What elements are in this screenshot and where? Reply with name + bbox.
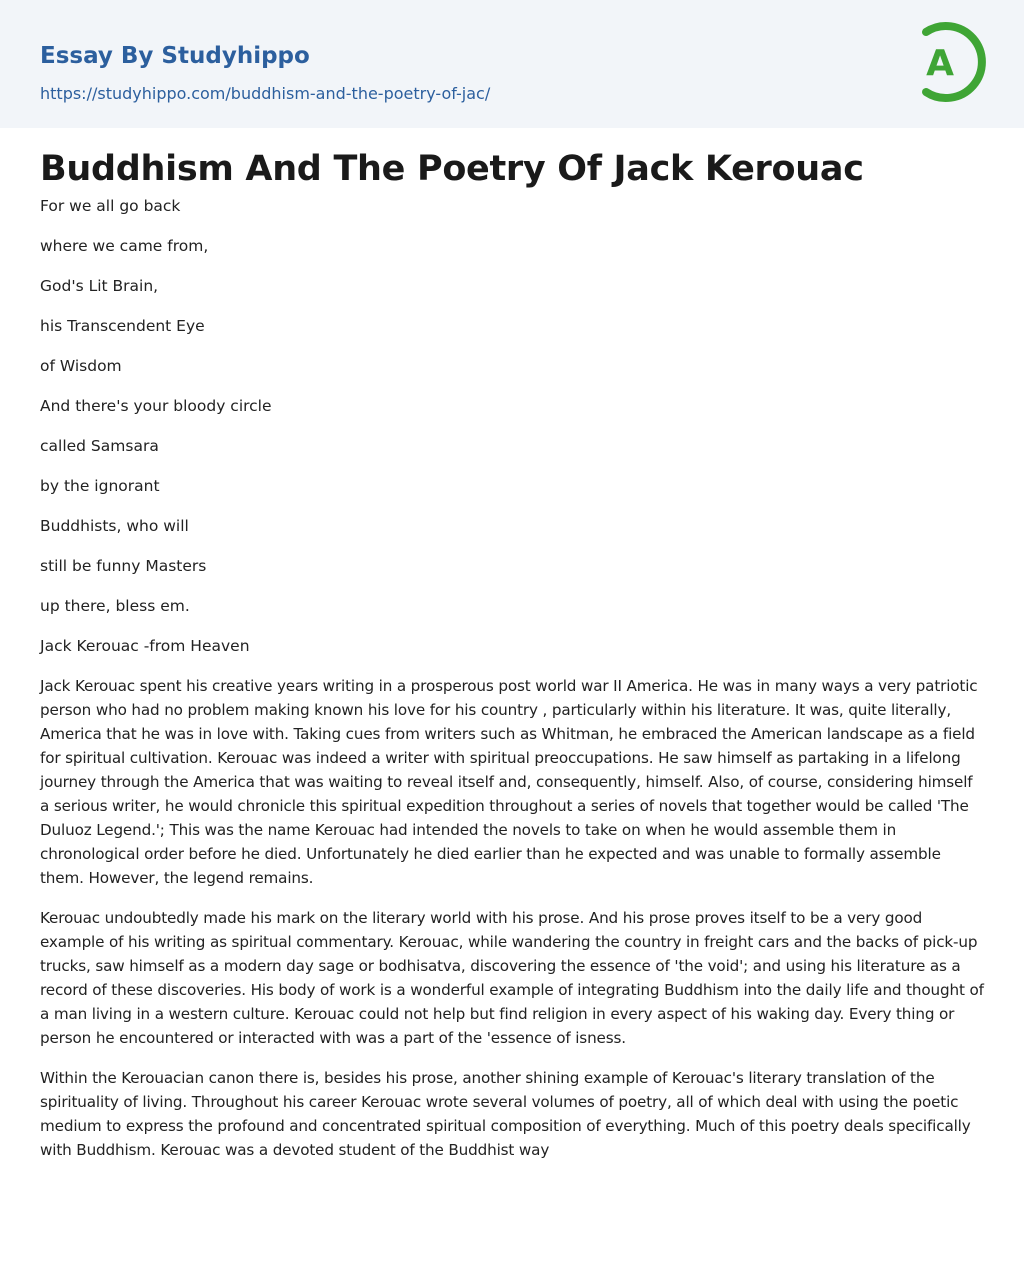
- essay-url-link[interactable]: https://studyhippo.com/buddhism-and-the-poetry-of-jac/: [40, 84, 491, 103]
- poem-line: Jack Kerouac -from Heaven: [40, 637, 250, 655]
- poem-line: up there, bless em.: [40, 597, 190, 615]
- essay-paragraph: Jack Kerouac spent his creative years writing in a prosperous post world war II America. He was in many ways a very patriotic person who had no problem making known his love for his country , particularly within his literature. It was, quite literally, America that he was in love with. Taking cues from writers such as Whitman, he embraced the American landscape as a field for spiritual cultivation. Kerouac was indeed a writer with spiritual preoccupations. He saw himself as partaking in a lifelong journey through the America that was waiting to reveal itself and, consequently, himself. Also, of course, considering himself a serious writer, he would chronicle this spiritual expedition throughout a series of novels that together would be called 'The Duluoz Legend.'; This was the name Kerouac had intended the novels to take on when he would assemble them in chronological order before he died. Unfortunately he died earlier than he expected and was unable to formally assemble them. However, the legend remains.: [40, 677, 978, 887]
- poem-line: where we came from,: [40, 237, 209, 255]
- essay-paragraph: Kerouac undoubtedly made his mark on the literary world with his prose. And his prose proves itself to be a very good example of his writing as spiritual commentary. Kerouac, while wandering the country in freight cars and the backs of pick-up trucks, saw himself as a modern day sage or bodhisatva, discovering the essence of 'the void'; and using his literature as a record of these discoveries. His body of work is a wonderful example of integrating Buddhism into the daily life and thought of a man living in a western culture. Kerouac could not help but find religion in every aspect of his waking day. Every thing or person he encountered or interacted with was a part of the 'essence of isness.: [40, 909, 984, 1047]
- poem-line: Buddhists, who will: [40, 517, 189, 535]
- poem-line: of Wisdom: [40, 357, 122, 375]
- poem-line: by the ignorant: [40, 477, 160, 495]
- poem-line: God's Lit Brain,: [40, 277, 159, 295]
- poem-line: his Transcendent Eye: [40, 317, 205, 335]
- poem-line: still be funny Masters: [40, 557, 207, 575]
- logo-letter: A: [926, 43, 954, 84]
- site-header: [0, 0, 1024, 128]
- essay-paragraph: Within the Kerouacian canon there is, besides his prose, another shining example of Kerouac's literary translation of the spirituality of living. Throughout his career Kerouac wrote several volumes of poetry, all of which deal with using the poetic medium to express the profound and concentrated spiritual composition of everything. Much of this poetry deals specifically with Buddhism. Kerouac was a devoted student of the Buddhist way: [40, 1069, 971, 1159]
- poem: [40, 194, 984, 658]
- essay-title: Buddhism And The Poetry Of Jack Kerouac: [40, 149, 864, 189]
- essay-body: [40, 194, 984, 1178]
- poem-line: called Samsara: [40, 437, 159, 455]
- studyhippo-logo-icon[interactable]: [910, 18, 988, 106]
- poem-line: For we all go back: [40, 197, 181, 215]
- poem-line: And there's your bloody circle: [40, 397, 272, 415]
- site-brand[interactable]: Essay By Studyhippo: [40, 43, 310, 69]
